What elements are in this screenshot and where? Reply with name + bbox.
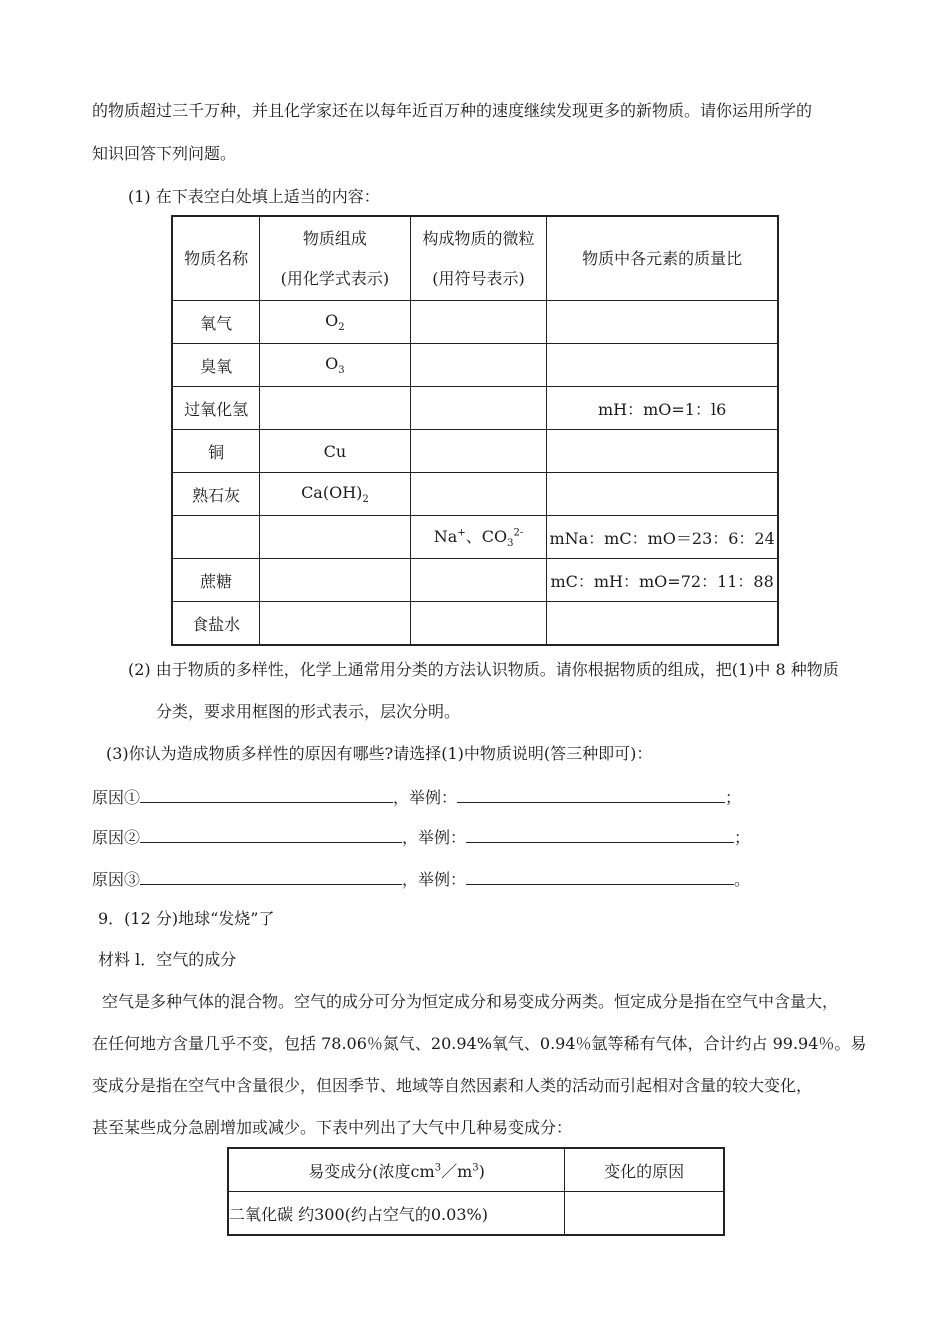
formula-text: Cu (323, 441, 347, 461)
cell-name: 氧气 (172, 301, 260, 344)
particle-co3: 、CO (465, 527, 508, 547)
reason-3-row (92, 868, 750, 890)
material-paragraph-line-2: 在任何地方含量几乎不变，包括 78.06％氮气、20.94%氧气、0.94％氩等稀有气体，合计约占 99.94％。易 (92, 1034, 867, 1053)
cell-name: 臭氧 (172, 344, 260, 387)
variable-components-table (227, 1147, 725, 1236)
reason-1-end: ； (725, 788, 742, 807)
header-name: 物质名称 (172, 216, 260, 301)
header-particle-line2: (用符号表示) (432, 268, 525, 288)
question-1-label: (1) 在下表空白处填上适当的内容： (128, 187, 380, 206)
table-row (172, 387, 778, 430)
table-header-row (172, 216, 778, 301)
cell-particle[interactable] (410, 344, 547, 387)
header-reason: 变化的原因 (565, 1148, 724, 1192)
header-ratio: 物质中各元素的质量比 (547, 216, 778, 301)
reason-2-example-label: ，举例： (402, 828, 467, 847)
header-particle (410, 216, 547, 301)
intro-line-1: 的物质超过三千万种，并且化学家还在以每年近百万种的速度继续发现更多的新物质。请你运用所学的 (92, 101, 813, 120)
reason-3-example-blank[interactable] (466, 868, 734, 885)
reason-1-example-blank[interactable] (457, 786, 725, 803)
cell-ratio: mNa：mC：mO＝23：6：24 (547, 516, 778, 559)
reason-1-label: 原因① (92, 788, 141, 807)
cell-particle[interactable] (410, 473, 547, 516)
reason-3-label: 原因③ (92, 870, 141, 889)
header-component-text: 易变成分(浓度cm (308, 1161, 435, 1181)
cell-particle (410, 516, 547, 559)
cell-particle[interactable] (410, 387, 547, 430)
reason-1-row (92, 786, 741, 808)
cell-ratio[interactable] (547, 344, 778, 387)
reason-3-blank[interactable] (140, 868, 402, 885)
cell-name: 熟石灰 (172, 473, 260, 516)
cell-co2-reason[interactable] (565, 1192, 724, 1236)
cell-name: 食盐水 (172, 602, 260, 646)
table-header-row (228, 1148, 724, 1192)
header-composition-line2: (用化学式表示) (280, 268, 390, 288)
header-particle-line1: 构成物质的微粒 (422, 228, 535, 248)
cell-formula (260, 473, 411, 516)
formula-subscript: 2 (362, 494, 369, 506)
cell-ratio[interactable] (547, 430, 778, 473)
cell-formula (260, 430, 411, 473)
table-row (172, 301, 778, 344)
table-row (228, 1192, 724, 1236)
material-paragraph-line-3: 变成分是指在空气中含量很少，但因季节、地域等自然因素和人类的活动而引起相对含量的较大变化， (92, 1076, 813, 1095)
particle-co3-charge: 2- (513, 528, 524, 540)
cell-name[interactable] (172, 516, 260, 559)
table-row (172, 516, 778, 559)
reason-2-blank[interactable] (140, 826, 402, 843)
reason-1-blank[interactable] (140, 786, 393, 803)
cell-ratio: mC：mH：mO=72：11：88 (547, 559, 778, 602)
material-paragraph-line-1: 空气是多种气体的混合物。空气的成分可分为恒定成分和易变成分两类。恒定成分是指在空气中含量大， (102, 992, 839, 1011)
reason-2-row (92, 826, 750, 848)
question-2-line-2: 分类，要求用框图的形式表示，层次分明。 (156, 702, 461, 721)
reason-3-end: 。 (734, 870, 751, 889)
formula-text: O (325, 310, 339, 330)
reason-2-end: ； (734, 828, 751, 847)
cell-ratio[interactable] (547, 473, 778, 516)
material-1-title: 材料 l．空气的成分 (98, 950, 237, 969)
cell-formula[interactable] (260, 387, 411, 430)
cell-co2: 二氧化碳 约300(约占空气的0.03%) (228, 1192, 565, 1236)
cell-formula[interactable] (260, 516, 411, 559)
cell-formula[interactable] (260, 344, 411, 387)
cell-name: 过氧化氢 (172, 387, 260, 430)
cell-particle[interactable] (410, 602, 547, 646)
header-composition (260, 216, 411, 301)
particle-na: Na (433, 527, 458, 547)
reason-2-label: 原因② (92, 828, 141, 847)
question-3: (3)你认为造成物质多样性的原因有哪些?请选择(1)中物质说明(答三种即可)： (106, 744, 653, 763)
reason-3-example-label: ，举例： (402, 870, 467, 889)
table-row (172, 473, 778, 516)
table-row (172, 559, 778, 602)
reason-2-example-blank[interactable] (466, 826, 734, 843)
cell-ratio[interactable] (547, 301, 778, 344)
material-paragraph-line-4: 甚至某些成分急剧增加或减少。下表中列出了大气中几种易变成分： (92, 1118, 573, 1137)
header-unit-sup-1: 3 (434, 1162, 442, 1174)
header-unit-sup-2: 3 (472, 1162, 479, 1174)
intro-line-2: 知识回答下列问题。 (92, 144, 237, 163)
formula-text: Ca(OH) (301, 482, 363, 502)
header-unit-end: ) (478, 1161, 485, 1181)
particle-na-charge: + (457, 528, 466, 540)
particle-co3-subscript: 3 (507, 538, 514, 550)
formula-subscript: 3 (338, 365, 345, 377)
question-2-line-1: (2) 由于物质的多样性，化学上通常用分类的方法认识物质。请你根据物质的组成，把(1)中 8 种物质 (128, 660, 839, 679)
formula-text: O (325, 353, 339, 373)
cell-formula[interactable] (260, 602, 411, 646)
cell-particle[interactable] (410, 430, 547, 473)
cell-formula[interactable] (260, 559, 411, 602)
table-row (172, 430, 778, 473)
header-composition-line1: 物质组成 (302, 228, 367, 248)
cell-particle[interactable] (410, 559, 547, 602)
cell-ratio: mH：mO=1：l6 (547, 387, 778, 430)
reason-1-example-label: ，举例： (393, 788, 458, 807)
header-unit-mid: ／m (441, 1161, 473, 1181)
question-9-title: 9．(12 分)地球“发烧”了 (98, 909, 275, 928)
cell-name: 蔗糖 (172, 559, 260, 602)
cell-name: 铜 (172, 430, 260, 473)
cell-particle[interactable] (410, 301, 547, 344)
formula-subscript: 2 (338, 322, 345, 334)
header-component (228, 1148, 565, 1192)
table-row (172, 344, 778, 387)
substance-table (171, 215, 779, 646)
cell-formula[interactable] (260, 301, 411, 344)
cell-ratio[interactable] (547, 602, 778, 646)
table-row (172, 602, 778, 646)
